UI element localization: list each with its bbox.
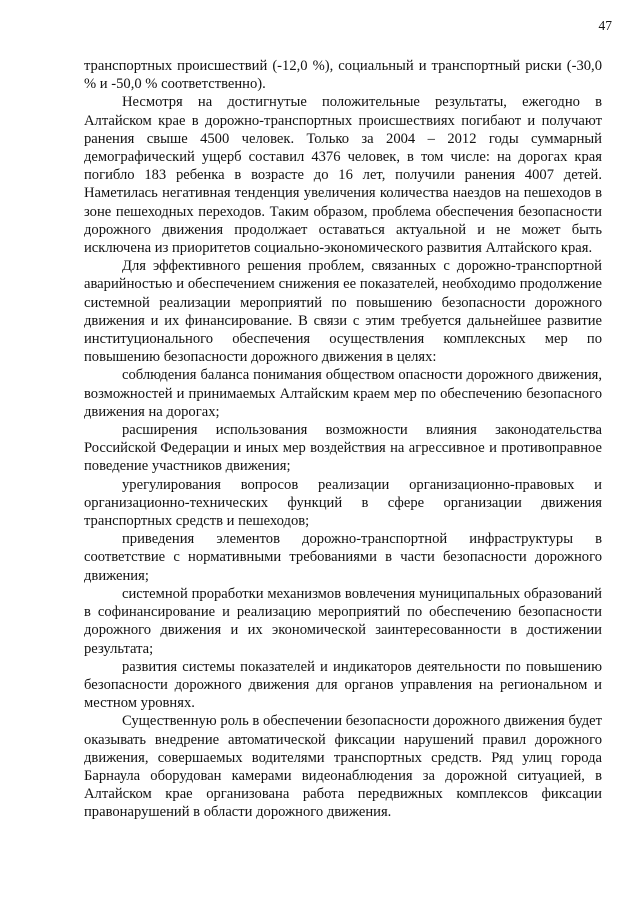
document-body [84,57,602,822]
page-number: 47 [598,18,612,33]
list-item: системной проработки механизмов вовлечения муниципальных образований в софинансирование и реализацию мероприятий по обеспечению безопасности дорожного движения и их экономической заинтересованности в достижении результата; [84,585,602,657]
paragraph: Для эффективного решения проблем, связанных с дорожно-транспортной аварийностью и обеспечением снижения ее показателей, необходимо продолжение системной реализации мероприятий по повышению безопасности дорожного движения и их финансирование. В связи с этим требуется дальнейшее развитие институционального обеспечения осуществления комплексных мер по повышению безопасности дорожного движения в целях: [84,258,602,366]
list-item: расширения использования возможности влияния законодательства Российской Федерации и иных мер воздействия на агрессивное и противоправное поведение участников движения; [84,422,602,475]
list-item: развития системы показателей и индикаторов деятельности по повышению безопасности дорожного движения для органов управления на региональном и местном уровнях. [84,658,602,712]
list-item: соблюдения баланса понимания обществом опасности дорожного движения, возможностей и принимаемых Алтайским краем мер по обеспечению безопасного движения на дорогах; [84,367,602,420]
paragraph: Несмотря на достигнутые положительные результаты, ежегодно в Алтайском крае в дорожно-транспортных происшествиях погибают и получают ранения свыше 4500 человек. Только за 2004 – 2012 годы суммарный демографический ущерб составил 4376 человек, в том числе: на дорогах края погибло 183 ребенка в возрасте до 16 лет, получили ранения 4007 детей. Наметилась негативная тенденция увеличения количества наездов на пешеходов в зоне пешеходных переходов. Таким образом, проблема обеспечения безопасности дорожного движения продолжает оставаться актуальной и не может быть исключена из приоритетов социально-экономического развития Алтайского края. [84,94,602,257]
list-item: урегулирования вопросов реализации организационно-правовых и организационно-технических функций в сфере организации движения транспортных средств и пешеходов; [84,476,602,530]
list-item: приведения элементов дорожно-транспортной инфраструктуры в соответствие с нормативными требованиями в части безопасности дорожного движения; [84,531,602,584]
paragraph-continuation: транспортных происшествий (-12,0 %), социальный и транспортный риски (-30,0 % и -50,0 % соответственно). [84,58,602,93]
paragraph: Существенную роль в обеспечении безопасности дорожного движения будет оказывать внедрение автоматической фиксации нарушений правил дорожного движения, совершаемых водителями транспортных средств. Ряд улиц города Барнаула оборудован камерами видеонаблюдения за дорожной ситуацией, в Алтайском крае организована работа передвижных комплексов фиксации правонарушений в области дорожного движения. [84,713,602,821]
